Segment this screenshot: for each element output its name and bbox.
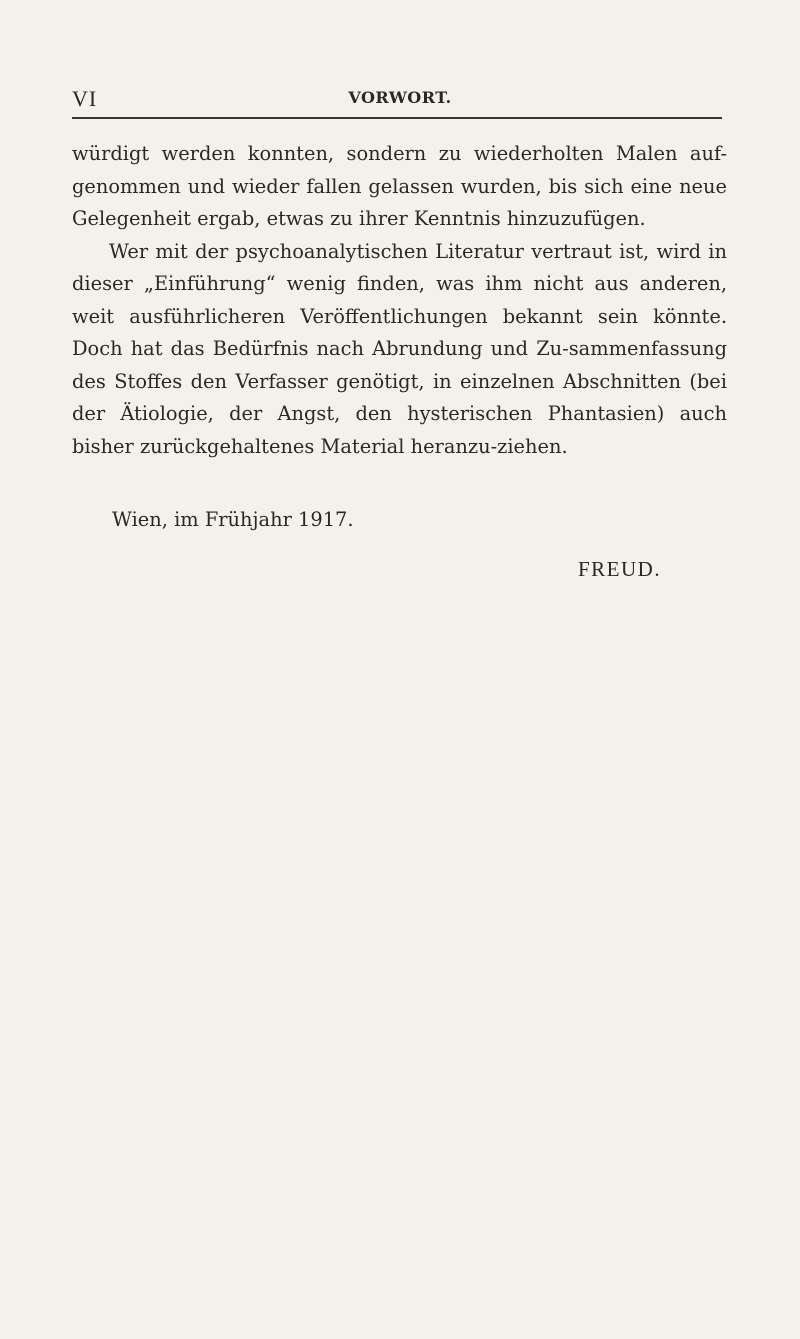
author-signature: FREUD. [578, 557, 662, 581]
page-number: VI [72, 86, 98, 111]
running-head: VORWORT. [348, 88, 452, 107]
body-text [72, 138, 727, 463]
header-rule [72, 117, 722, 119]
paragraph-1: würdigt werden konnten, sondern zu wiederholten Malen auf-genommen und wieder fallen gelassen wurden, bis sich eine neue Gelegenheit ergab, etwas zu ihrer Kenntnis hinzuzufügen. [72, 142, 727, 230]
paragraph-2: Wer mit der psychoanalytischen Literatur vertraut ist, wird in dieser „Einführung“ wenig finden, was ihm nicht aus anderen, weit ausführlicheren Veröffentlichungen bekannt sein könnte. Doch hat das Bedürfnis nach Abrundung und Zu-sammenfassung des Stoffes den Verfasser genötigt, in einzelnen Abschnitten (bei der Ätiologie, der Angst, den hysterischen Phantasien) auch bisher zurückgehaltenes Material heranzu-ziehen. [72, 239, 727, 458]
place-date-line: Wien, im Frühjahr 1917. [112, 508, 354, 531]
